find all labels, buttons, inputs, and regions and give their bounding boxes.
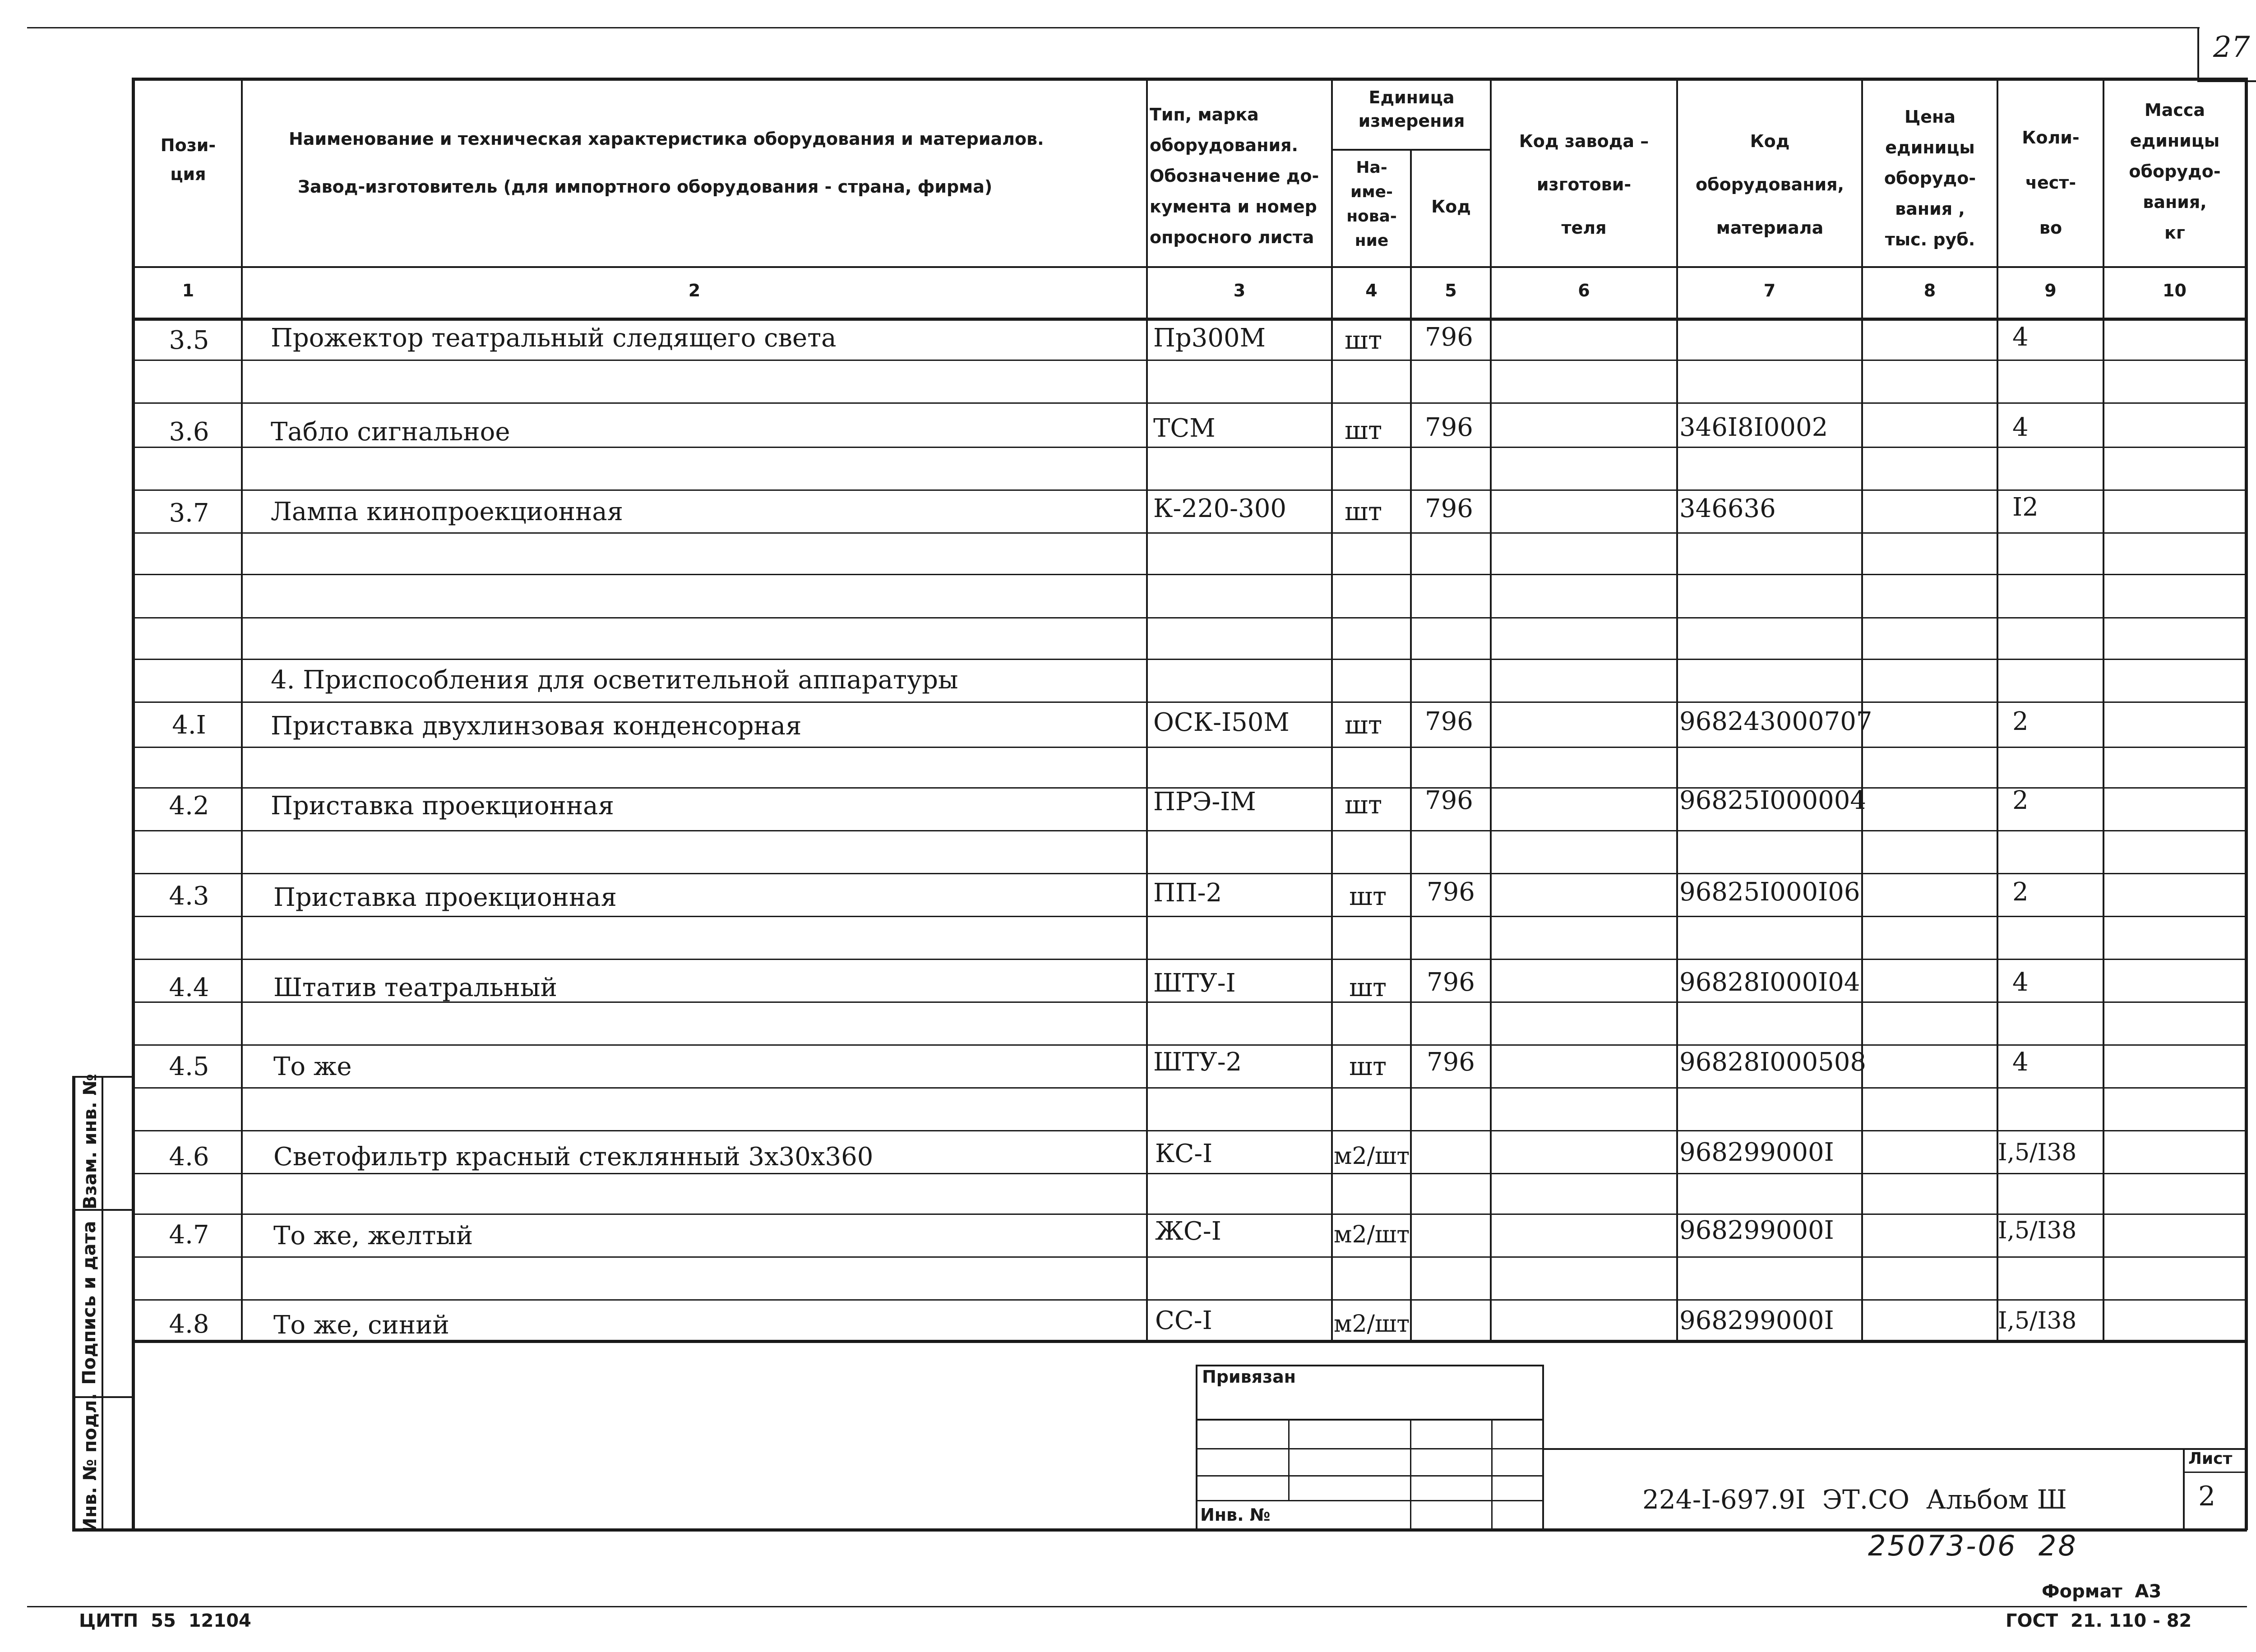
row-type: Пр300М bbox=[1153, 323, 1266, 353]
format-label: Формат А3 bbox=[2042, 1581, 2162, 1602]
row-unit: шт bbox=[1345, 711, 1382, 740]
stamp-privyazan: Привязан bbox=[1202, 1367, 1296, 1387]
row-position: 4.3 bbox=[169, 881, 209, 911]
row-unit-code: 796 bbox=[1427, 1047, 1475, 1077]
row-qty: I2 bbox=[2012, 493, 2039, 522]
row-unit-code: 796 bbox=[1427, 968, 1475, 997]
col-number-2: 2 bbox=[688, 281, 701, 300]
col-number-1: 1 bbox=[182, 281, 194, 300]
row-qty: 2 bbox=[2012, 786, 2029, 815]
row-unit: шт bbox=[1345, 497, 1382, 526]
document-designation: 224-I-697.9I ЭТ.СО Альбом Ш bbox=[1642, 1484, 2067, 1515]
header-qty: Коли- чест- во bbox=[2022, 128, 2080, 238]
handwritten-number: 25073-06 28 bbox=[1868, 1529, 2078, 1562]
col-number-4: 4 bbox=[1365, 281, 1378, 300]
row-type: ПП-2 bbox=[1153, 878, 1222, 908]
row-unit-code: 796 bbox=[1425, 494, 1473, 523]
row-unit-code: 796 bbox=[1425, 707, 1473, 736]
side-label-vzam: Взам. инв. № bbox=[80, 1074, 101, 1209]
row-qty: 4 bbox=[2012, 413, 2029, 442]
row-qty: I,5/I38 bbox=[1998, 1217, 2077, 1244]
row-name: То же, желтый bbox=[273, 1221, 473, 1251]
footer-rule bbox=[27, 1606, 2247, 1607]
row-name: То же, синий bbox=[273, 1311, 449, 1340]
page-number-box-left bbox=[2197, 27, 2199, 81]
row-position: 4.I bbox=[172, 711, 206, 740]
row-position: 4.4 bbox=[169, 973, 209, 1002]
gost-label: ГОСТ 21. 110 - 82 bbox=[2006, 1610, 2192, 1631]
row-name: Светофильтр красный стеклянный 3х30х360 bbox=[273, 1142, 874, 1172]
row-unit-code: 796 bbox=[1427, 877, 1475, 907]
sheet-number: 2 bbox=[2198, 1481, 2216, 1512]
row-equip-code: 968243000707 bbox=[1679, 707, 1872, 736]
row-type: ЖС-I bbox=[1155, 1217, 1221, 1246]
row-equip-code: 968299000I bbox=[1679, 1216, 1834, 1245]
row-position: 3.7 bbox=[169, 498, 209, 528]
stamp-inv-no: Инв. № bbox=[1200, 1505, 1271, 1525]
col-number-9: 9 bbox=[2044, 281, 2057, 300]
row-unit-code: 796 bbox=[1425, 323, 1473, 352]
row-qty: I,5/I38 bbox=[1998, 1307, 2077, 1334]
header-name-line1: Наименование и техническая характеристика оборудования и материалов. bbox=[289, 129, 1044, 149]
row-qty: 4 bbox=[2012, 968, 2029, 997]
row-equip-code: 96828I000I04 bbox=[1679, 968, 1860, 997]
header-unit-group: Единица измерения bbox=[1358, 88, 1465, 131]
col-number-10: 10 bbox=[2163, 281, 2187, 300]
header-type: Тип, марка оборудования. Обозначение до- кумента и номер опросного листа bbox=[1150, 105, 1319, 247]
row-type: ПРЭ-IМ bbox=[1153, 787, 1256, 817]
row-position: 4.8 bbox=[169, 1310, 209, 1339]
row-qty: 4 bbox=[2012, 1047, 2029, 1077]
row-unit: шт bbox=[1345, 326, 1382, 355]
row-equip-code: 96825I000I06 bbox=[1679, 877, 1860, 907]
header-unit-code: Код bbox=[1431, 197, 1471, 217]
row-name: То же bbox=[273, 1052, 352, 1081]
row-type: ОСК-I50М bbox=[1153, 708, 1290, 737]
row-qty: 2 bbox=[2012, 707, 2029, 736]
row-name: Штатив театральный bbox=[273, 973, 557, 1002]
row-name: Прожектор театральный следящего света bbox=[271, 323, 837, 353]
col-number-7: 7 bbox=[1763, 281, 1776, 300]
row-type: К-220-300 bbox=[1153, 494, 1286, 523]
row-unit: шт bbox=[1349, 973, 1387, 1002]
row-qty: 4 bbox=[2012, 323, 2029, 352]
row-unit: м2/шт bbox=[1334, 1143, 1410, 1170]
top-rule bbox=[27, 27, 2200, 28]
row-name: Приставка проекционная bbox=[271, 791, 614, 821]
col-number-8: 8 bbox=[1923, 281, 1936, 300]
footer-left-code: ЦИТП 55 12104 bbox=[79, 1610, 251, 1631]
col-number-3: 3 bbox=[1233, 281, 1246, 300]
row-name: Табло сигнальное bbox=[271, 417, 510, 447]
row-unit-code: 796 bbox=[1425, 413, 1473, 442]
row-type: ТСМ bbox=[1153, 414, 1216, 443]
row-equip-code: 96825I000004 bbox=[1679, 786, 1867, 815]
row-position: 4.7 bbox=[169, 1220, 209, 1250]
page-number: 27 bbox=[2213, 31, 2250, 64]
col-number-5: 5 bbox=[1445, 281, 1457, 300]
header-name-line2: Завод-изготовитель (для импортного оборудования - страна, фирма) bbox=[298, 177, 993, 197]
row-equip-code: 968299000I bbox=[1679, 1306, 1834, 1335]
row-qty: 2 bbox=[2012, 877, 2029, 907]
row-position: 4.2 bbox=[169, 791, 209, 821]
header-position: Пози- ция bbox=[160, 135, 216, 184]
header-equip-code: Код оборудования, материала bbox=[1696, 131, 1844, 238]
section-heading: 4. Приспособления для осветительной аппаратуры bbox=[271, 665, 958, 695]
row-equip-code: 346636 bbox=[1679, 494, 1776, 523]
row-name: Лампа кинопроекционная bbox=[271, 497, 623, 526]
row-position: 4.6 bbox=[169, 1142, 209, 1172]
row-position: 3.6 bbox=[169, 417, 209, 447]
side-label-podpis: Подпись и дата bbox=[79, 1221, 100, 1385]
row-unit: шт bbox=[1345, 790, 1382, 820]
side-label-inv-podl: Инв. № подл. bbox=[80, 1393, 101, 1533]
row-position: 4.5 bbox=[169, 1052, 209, 1081]
row-unit-code: 796 bbox=[1425, 786, 1473, 815]
row-unit: шт bbox=[1349, 1052, 1387, 1081]
row-equip-code: 968299000I bbox=[1679, 1138, 1834, 1167]
row-qty: I,5/I38 bbox=[1998, 1139, 2077, 1166]
header-factory-code: Код завода – изготови- теля bbox=[1519, 131, 1649, 238]
row-unit: м2/шт bbox=[1334, 1311, 1410, 1338]
col-number-6: 6 bbox=[1578, 281, 1590, 300]
row-type: ШТУ-2 bbox=[1153, 1047, 1242, 1077]
header-unit-name: На- име- нова- ние bbox=[1346, 158, 1397, 250]
row-equip-code: 96828I000508 bbox=[1679, 1047, 1867, 1077]
row-unit: шт bbox=[1349, 882, 1387, 911]
header-mass: Масса единицы оборудо- вания, кг bbox=[2129, 100, 2221, 243]
row-name: Приставка проекционная bbox=[273, 883, 617, 912]
row-type: СС-I bbox=[1155, 1306, 1212, 1335]
row-type: ШТУ-I bbox=[1153, 969, 1236, 998]
row-type: КС-I bbox=[1155, 1139, 1213, 1168]
row-name: Приставка двухлинзовая конденсорная bbox=[271, 711, 802, 741]
row-position: 3.5 bbox=[169, 326, 209, 355]
row-equip-code: 346I8I0002 bbox=[1679, 413, 1828, 442]
row-unit: м2/шт bbox=[1334, 1221, 1410, 1248]
row-unit: шт bbox=[1345, 416, 1382, 445]
header-price: Цена единицы оборудо- вания , тыс. руб. bbox=[1884, 107, 1976, 249]
sheet-label: Лист bbox=[2188, 1449, 2233, 1468]
